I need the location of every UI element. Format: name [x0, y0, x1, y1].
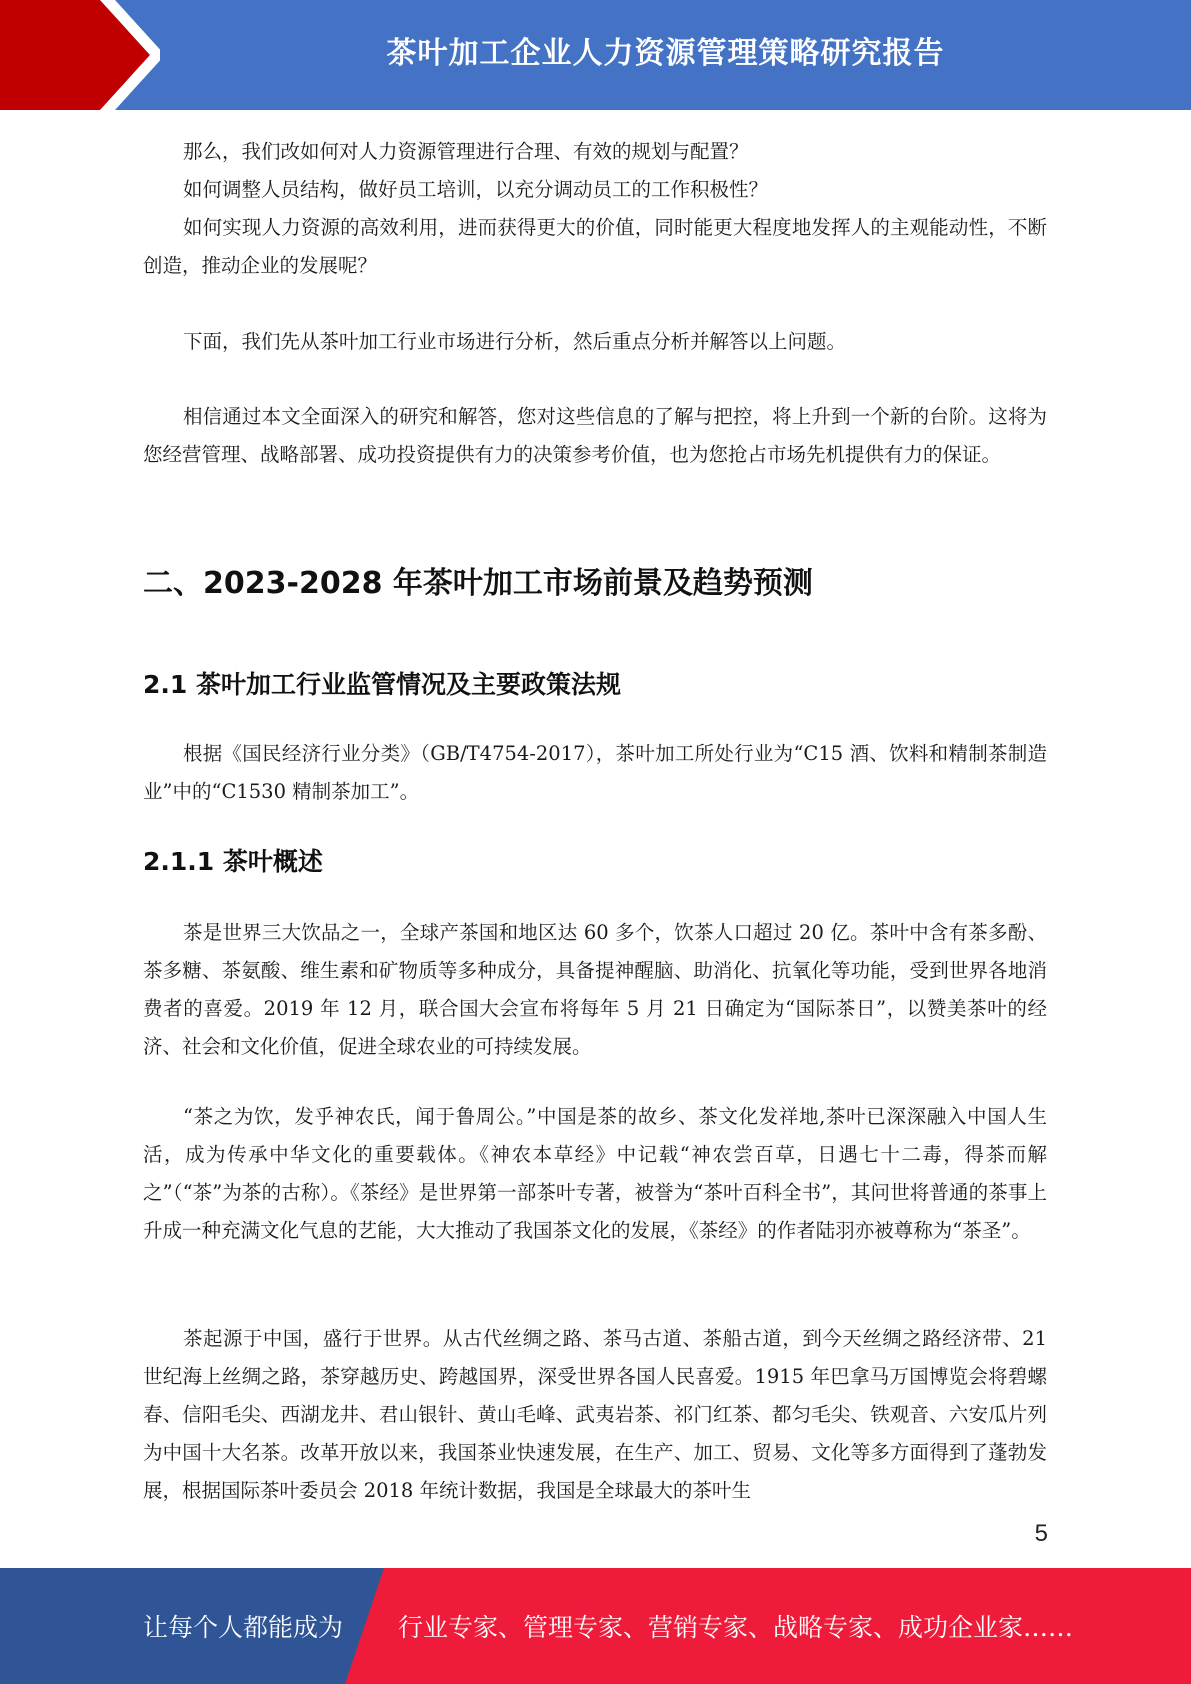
header-title: 茶叶加工企业人力资源管理策略研究报告	[386, 36, 945, 71]
footer-slogan-left: 让每个人都能成为	[143, 1613, 344, 1642]
paragraph: 如何实现人力资源的高效利用，进而获得更大的价值，同时能更大程度地发挥人的主观能动性，不断创造，推动企业的发展呢？	[143, 216, 1047, 277]
subsection-heading: 2.1.1 茶叶概述	[143, 847, 323, 876]
subsection-heading: 2.1 茶叶加工行业监管情况及主要政策法规	[143, 670, 621, 699]
page-number: 5	[1034, 1520, 1048, 1547]
paragraph: 如何调整人员结构，做好员工培训，以充分调动员工的工作积极性？	[183, 178, 769, 201]
paragraph: 根据《国民经济行业分类》（GB/T4754-2017），茶叶加工所处行业为“C15 酒、饮料和精制茶制造业”中的“C1530 精制茶加工”。	[143, 742, 1047, 803]
section-heading: 二、2023-2028 年茶叶加工市场前景及趋势预测	[143, 566, 813, 601]
header-chevron-icon	[0, 0, 160, 110]
paragraph: 下面，我们先从茶叶加工行业市场进行分析，然后重点分析并解答以上问题。	[183, 330, 847, 353]
footer-slogan-right: 行业专家、管理专家、营销专家、战略专家、成功企业家……	[398, 1613, 1074, 1642]
paragraph: “茶之为饮，发乎神农氏，闻于鲁周公。”中国是茶的故乡、茶文化发祥地,茶叶已深深融入中国人生活，成为传承中华文化的重要载体。《神农本草经》中记载“神农尝百草，日遇七十二毒，得茶而解之”（“茶”为茶的古称）。《茶经》是世界第一部茶叶专著，被誉为“茶叶百科全书”，其问世将普通的茶事上升成一种充满文化气息的艺能，大大推动了我国茶文化的发展，《茶经》的作者陆羽亦被尊称为“茶圣”。	[143, 1105, 1047, 1242]
paragraph: 茶是世界三大饮品之一，全球产茶国和地区达 60 多个，饮茶人口超过 20 亿。茶叶中含有茶多酚、茶多糖、茶氨酸、维生素和矿物质等多种成分，具备提神醒脑、助消化、抗氧化等功能，受到世界各地消费者的喜爱。2019 年 12 月，联合国大会宣布将每年 5 月 21 日确定为“国际茶日”，以赞美茶叶的经济、社会和文化价值，促进全球农业的可持续发展。	[143, 921, 1047, 1058]
paragraph: 茶起源于中国，盛行于世界。从古代丝绸之路、茶马古道、茶船古道，到今天丝绸之路经济带、21 世纪海上丝绸之路，茶穿越历史、跨越国界，深受世界各国人民喜爱。1915 年巴拿马万国博览会将碧螺春、信阳毛尖、西湖龙井、君山银针、黄山毛峰、武夷岩茶、祁门红茶、都匀毛尖、铁观音、六安瓜片列为中国十大名茶。改革开放以来，我国茶业快速发展，在生产、加工、贸易、文化等多方面得到了蓬勃发展，根据国际茶叶委员会 2018 年统计数据，我国是全球最大的茶叶生	[143, 1327, 1047, 1502]
paragraph: 相信通过本文全面深入的研究和解答，您对这些信息的了解与把控，将上升到一个新的台阶。这将为您经营管理、战略部署、成功投资提供有力的决策参考价值，也为您抢占市场先机提供有力的保证。	[143, 405, 1047, 466]
paragraph: 那么，我们改如何对人力资源管理进行合理、有效的规划与配置？	[183, 140, 749, 163]
